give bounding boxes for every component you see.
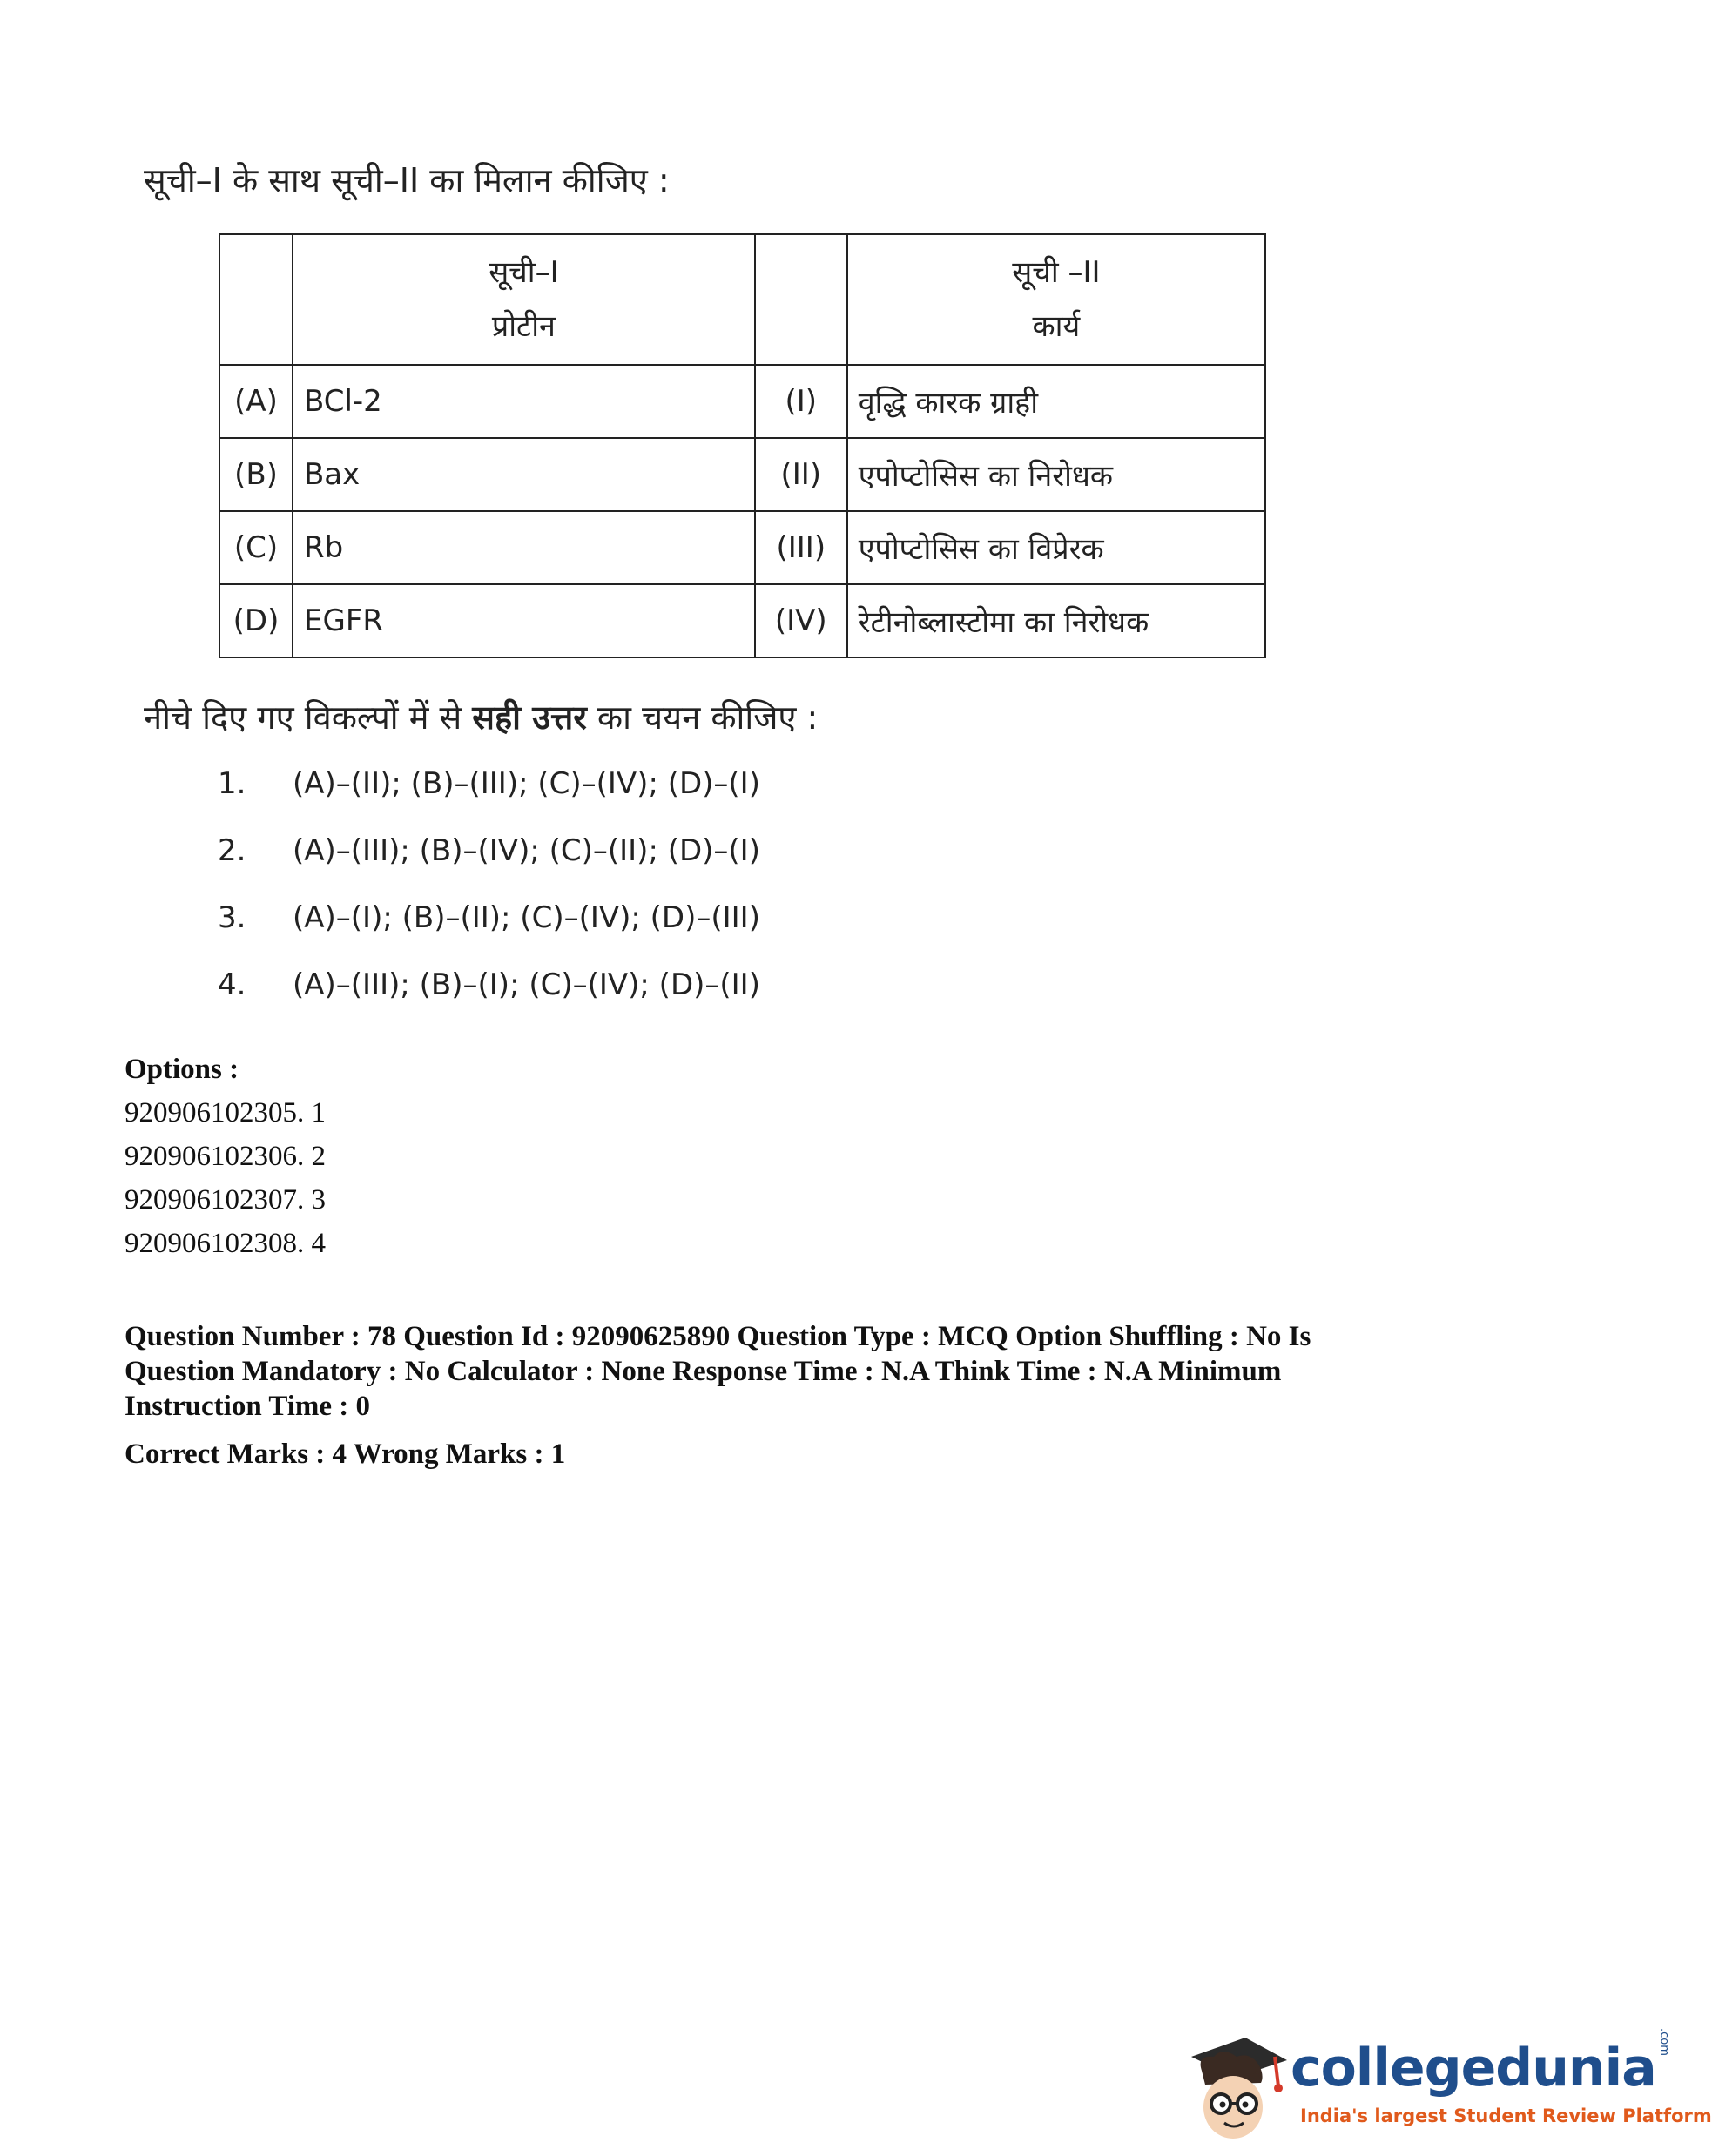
header-blank-right [755,234,847,365]
choice-text: (A)–(II); (B)–(III); (C)–(IV); (D)–(I) [293,766,760,801]
row-left-value: EGFR [293,584,755,657]
option-id-item: 920906102305. 1 [125,1097,326,1129]
header-blank-left [219,234,293,365]
option-id-item: 920906102306. 2 [125,1141,326,1172]
choice-number: 2. [218,833,246,868]
options-block [125,1048,326,1265]
question-meta [125,1319,1483,1424]
option-id-item: 920906102307. 3 [125,1184,326,1216]
row-left-value: BCl-2 [293,365,755,438]
row-right-value: रेटीनोब्लास्टोमा का निरोधक [847,584,1265,657]
choice-item [218,766,760,833]
row-left-key: (A) [219,365,293,438]
row-left-value: Rb [293,511,755,584]
row-right-key: (IV) [755,584,847,657]
marks-info: Correct Marks : 4 Wrong Marks : 1 [125,1438,566,1470]
choice-text: (A)–(III); (B)–(I); (C)–(IV); (D)–(II) [293,967,760,1002]
list1-header: सूची–I [489,255,559,290]
list2-header-cell [847,234,1265,365]
choice-number: 4. [218,967,246,1002]
choice-list [218,766,760,1034]
choice-item [218,833,760,900]
question-heading: सूची–I के साथ सूची–II का मिलान कीजिए : [144,161,670,199]
choice-text: (A)–(III); (B)–(IV); (C)–(II); (D)–(I) [293,833,760,868]
answer-instruction [144,694,818,739]
match-table-header [219,234,1265,365]
instruction-pre: नीचे दिए गए विकल्पों में से [144,698,473,737]
table-row [219,584,1265,657]
collegedunia-logo [1184,2028,1712,2144]
meta-line: Instruction Time : 0 [125,1391,371,1422]
row-right-value: एपोप्टोसिस का निरोधक [847,438,1265,511]
row-left-key: (C) [219,511,293,584]
logo-tagline: India's largest Student Review Platform [1300,2105,1712,2126]
list2-subheader: कार्य [1032,309,1081,344]
row-right-key: (II) [755,438,847,511]
meta-line: Question Number : 78 Question Id : 92090625890 Question Type : MCQ Option Shuffling : No Is [125,1321,1311,1352]
meta-line: Question Mandatory : No Calculator : None Response Time : N.A Think Time : N.A Minimum [125,1356,1282,1387]
row-right-value: वृद्धि कारक ग्राही [847,365,1265,438]
options-label: Options : [125,1054,239,1085]
instruction-post: का चयन कीजिए : [586,698,819,737]
row-right-value: एपोप्टोसिस का विप्रेरक [847,511,1265,584]
table-row [219,365,1265,438]
student-mascot-icon [1184,2031,1289,2144]
table-row [219,438,1265,511]
list1-subheader: प्रोटीन [491,309,556,344]
logo-brand [1291,2028,1671,2099]
choice-item [218,967,760,1034]
choice-text: (A)–(I); (B)–(II); (C)–(IV); (D)–(III) [293,900,760,935]
choice-number: 1. [218,766,246,801]
row-left-key: (B) [219,438,293,511]
choice-number: 3. [218,900,246,935]
list1-header-cell [293,234,755,365]
instruction-bold: सही उत्तर [472,698,587,737]
option-id-item: 920906102308. 4 [125,1228,326,1259]
row-right-key: (I) [755,365,847,438]
logo-dotcom: .com [1657,2028,1671,2056]
row-left-key: (D) [219,584,293,657]
choice-item [218,900,760,967]
row-right-key: (III) [755,511,847,584]
table-row [219,511,1265,584]
list2-header: सूची –II [1012,255,1101,290]
match-table [219,233,1266,658]
logo-brand-text: collegedunia [1291,2038,1656,2099]
row-left-value: Bax [293,438,755,511]
